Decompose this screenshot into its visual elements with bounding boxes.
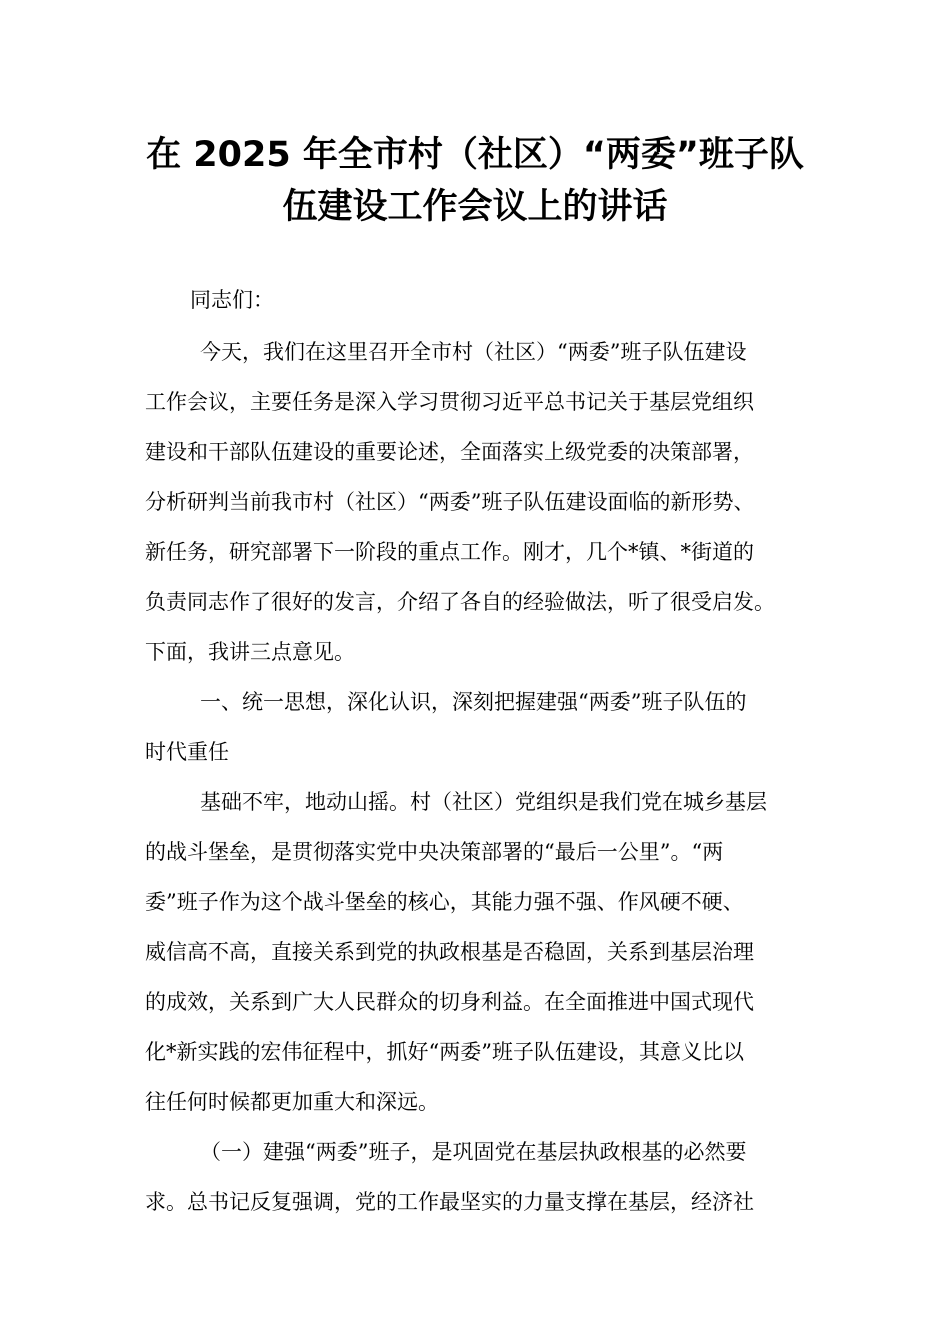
paragraph-line: 的战斗堡垒，是贯彻落实党中央决策部署的“最后一公里”。“两 <box>145 840 724 864</box>
paragraph-line: 今天，我们在这里召开全市村（社区）“两委”班子队伍建设 <box>200 340 747 364</box>
salutation: 同志们： <box>190 288 274 312</box>
paragraph-line: 基础不牢，地动山摇。村（社区）党组织是我们党在城乡基层 <box>200 790 767 814</box>
paragraph-line: 负责同志作了很好的发言，介绍了各自的经验做法，听了很受启发。 <box>145 590 775 614</box>
section-heading-line: 一、统一思想，深化认识，深刻把握建强“两委”班子队伍的 <box>200 690 747 714</box>
paragraph-line: 下面，我讲三点意见。 <box>145 640 355 664</box>
paragraph-line: 威信高不高，直接关系到党的执政根基是否稳固，关系到基层治理 <box>145 940 754 964</box>
paragraph-line: 分析研判当前我市村（社区）“两委”班子队伍建设面临的新形势、 <box>145 490 755 514</box>
section-heading-line: 时代重任 <box>145 740 229 764</box>
paragraph-line: 求。总书记反复强调，党的工作最坚实的力量支撑在基层，经济社 <box>145 1190 754 1214</box>
paragraph-line: 的成效，关系到广大人民群众的切身利益。在全面推进中国式现代 <box>145 990 754 1014</box>
paragraph-line: 建设和干部队伍建设的重要论述，全面落实上级党委的决策部署， <box>145 440 754 464</box>
document-title-line-1: 在 2025 年全市村（社区）“两委”班子队 <box>146 135 804 175</box>
paragraph-line: 往任何时候都更加重大和深远。 <box>145 1090 439 1114</box>
paragraph-line: 化*新实践的宏伟征程中，抓好“两委”班子队伍建设，其意义比以 <box>145 1040 744 1064</box>
subsection-heading-line: （一）建强“两委”班子，是巩固党在基层执政根基的必然要 <box>200 1140 747 1164</box>
paragraph-line: 工作会议，主要任务是深入学习贯彻习近平总书记关于基层党组织 <box>145 390 754 414</box>
paragraph-line: 委”班子作为这个战斗堡垒的核心，其能力强不强、作风硬不硬、 <box>145 890 744 914</box>
paragraph-line: 新任务，研究部署下一阶段的重点工作。刚才，几个*镇、*街道的 <box>145 540 754 564</box>
document-title-line-2: 伍建设工作会议上的讲话 <box>282 187 668 227</box>
